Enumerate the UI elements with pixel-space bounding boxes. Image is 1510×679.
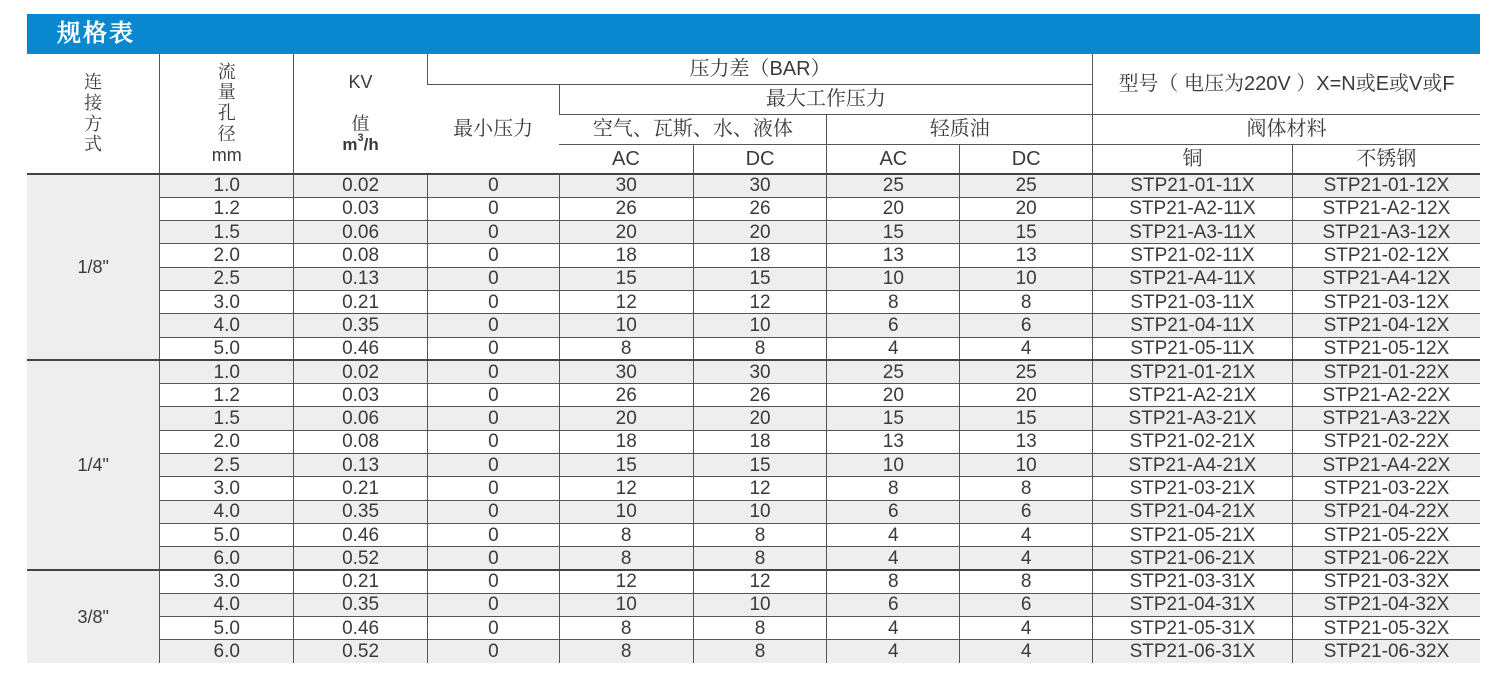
orifice-cell: 1.2 (160, 197, 294, 220)
oil-ac-cell: 6 (827, 314, 960, 337)
air-dc-cell: 30 (693, 174, 827, 197)
orifice-cell: 5.0 (160, 337, 294, 360)
air-dc-cell: 10 (693, 593, 827, 616)
air-dc-cell: 8 (693, 523, 827, 546)
air-ac-cell: 8 (559, 337, 693, 360)
copper-model-cell: STP21-04-11X (1093, 314, 1293, 337)
orifice-cell: 2.5 (160, 267, 294, 290)
air-ac-cell: 18 (559, 430, 693, 453)
stainless-model-cell: STP21-05-22X (1292, 523, 1480, 546)
min-pressure-cell: 0 (427, 477, 559, 500)
air-ac-cell: 20 (559, 407, 693, 430)
kv-cell: 0.02 (294, 360, 428, 383)
kv-cell: 0.52 (294, 640, 428, 663)
spec-sheet (27, 14, 1480, 663)
kv-cell: 0.35 (294, 593, 428, 616)
orifice-cell: 6.0 (160, 640, 294, 663)
kv-cell: 0.52 (294, 547, 428, 570)
table-row (27, 384, 1480, 407)
air-ac-cell: 12 (559, 570, 693, 593)
kv-unit: $m^3/h$ (342, 132, 379, 155)
air-dc-cell: 15 (693, 267, 827, 290)
max-work-pressure-header: 最大工作压力 (559, 84, 1092, 114)
oil-ac-cell: 10 (827, 267, 960, 290)
min-pressure-cell: 0 (427, 360, 559, 383)
air-dc-cell: 26 (693, 197, 827, 220)
table-row (27, 290, 1480, 313)
air-dc-cell: 26 (693, 384, 827, 407)
orifice-cell: 3.0 (160, 290, 294, 313)
table-row (27, 267, 1480, 290)
model-header: 型号（ 电压为220V ）X=N或E或V或F (1093, 54, 1480, 114)
air-dc-cell: 8 (693, 547, 827, 570)
oil-ac-cell: 6 (827, 593, 960, 616)
orifice-char: 孔 (217, 103, 236, 124)
air-dc-cell: 10 (693, 314, 827, 337)
stainless-model-cell: STP21-03-12X (1292, 290, 1480, 313)
oil-dc-cell: 8 (960, 290, 1093, 313)
page-title: 规格表 (27, 14, 1480, 54)
air-ac-cell: 20 (559, 221, 693, 244)
min-pressure-cell: 0 (427, 430, 559, 453)
connection-cell: 3/8" (27, 570, 160, 663)
stainless-model-cell: STP21-04-12X (1292, 314, 1480, 337)
kv-cell: 0.35 (294, 500, 428, 523)
air-ac-cell: 10 (559, 500, 693, 523)
kv-cell: 0.08 (294, 430, 428, 453)
min-pressure-cell: 0 (427, 197, 559, 220)
copper-model-cell: STP21-A4-21X (1093, 454, 1293, 477)
oil-dc-cell: 25 (960, 174, 1093, 197)
stainless-model-cell: STP21-01-12X (1292, 174, 1480, 197)
air-dc-cell: 30 (693, 360, 827, 383)
min-pressure-cell: 0 (427, 407, 559, 430)
min-pressure-cell: 0 (427, 454, 559, 477)
oil-dc-cell: 6 (960, 593, 1093, 616)
copper-model-cell: STP21-03-11X (1093, 290, 1293, 313)
kv-cell: 0.13 (294, 267, 428, 290)
air-ac-header: AC (559, 144, 693, 174)
air-ac-cell: 18 (559, 244, 693, 267)
stainless-model-cell: STP21-04-22X (1292, 500, 1480, 523)
air-ac-cell: 12 (559, 290, 693, 313)
air-dc-cell: 8 (693, 640, 827, 663)
orifice-char: 流 (217, 61, 236, 82)
table-header (27, 54, 1480, 174)
oil-dc-header: DC (960, 144, 1093, 174)
kv-cell: 0.13 (294, 454, 428, 477)
kv-cell: 0.46 (294, 617, 428, 640)
air-ac-cell: 30 (559, 360, 693, 383)
oil-dc-cell: 4 (960, 337, 1093, 360)
table-row (27, 407, 1480, 430)
body-material-header: 阀体材料 (1093, 114, 1480, 144)
min-pressure-cell: 0 (427, 547, 559, 570)
air-ac-cell: 12 (559, 477, 693, 500)
kv-cell: 0.02 (294, 174, 428, 197)
oil-dc-cell: 4 (960, 523, 1093, 546)
min-pressure-cell: 0 (427, 267, 559, 290)
kv-cell: 0.08 (294, 244, 428, 267)
orifice-cell: 1.5 (160, 407, 294, 430)
orifice-char: 量 (217, 82, 236, 103)
orifice-cell: 5.0 (160, 617, 294, 640)
orifice-cell: 4.0 (160, 593, 294, 616)
stainless-model-cell: STP21-A4-12X (1292, 267, 1480, 290)
copper-model-cell: STP21-A3-21X (1093, 407, 1293, 430)
air-ac-cell: 8 (559, 617, 693, 640)
min-pressure-cell: 0 (427, 221, 559, 244)
orifice-cell: 2.0 (160, 430, 294, 453)
oil-dc-cell: 8 (960, 570, 1093, 593)
oil-dc-cell: 4 (960, 617, 1093, 640)
oil-ac-cell: 8 (827, 570, 960, 593)
air-ac-cell: 15 (559, 454, 693, 477)
kv-cell: 0.21 (294, 477, 428, 500)
kv-sub-label: 值 (351, 113, 370, 134)
air-dc-cell: 10 (693, 500, 827, 523)
min-pressure-cell: 0 (427, 174, 559, 197)
air-ac-cell: 10 (559, 314, 693, 337)
air-dc-cell: 12 (693, 477, 827, 500)
air-dc-cell: 20 (693, 221, 827, 244)
connection-char: 方 (84, 113, 103, 134)
stainless-model-cell: STP21-02-22X (1292, 430, 1480, 453)
kv-cell: 0.46 (294, 337, 428, 360)
oil-dc-cell: 13 (960, 430, 1093, 453)
orifice-cell: 3.0 (160, 570, 294, 593)
stainless-header: 不锈钢 (1292, 144, 1480, 174)
table-row (27, 454, 1480, 477)
kv-label: KV (348, 72, 373, 93)
media-oil-header: 轻质油 (827, 114, 1093, 144)
air-ac-cell: 26 (559, 197, 693, 220)
stainless-model-cell: STP21-05-32X (1292, 617, 1480, 640)
air-dc-cell: 8 (693, 617, 827, 640)
orifice-cell: 6.0 (160, 547, 294, 570)
air-ac-cell: 10 (559, 593, 693, 616)
table-row (27, 593, 1480, 616)
copper-model-cell: STP21-02-21X (1093, 430, 1293, 453)
copper-model-cell: STP21-A2-11X (1093, 197, 1293, 220)
min-pressure-cell: 0 (427, 500, 559, 523)
orifice-cell: 4.0 (160, 500, 294, 523)
kv-cell: 0.06 (294, 407, 428, 430)
stainless-model-cell: STP21-05-12X (1292, 337, 1480, 360)
connection-cell: 1/4" (27, 360, 160, 570)
copper-model-cell: STP21-04-31X (1093, 593, 1293, 616)
table-body (27, 174, 1480, 663)
oil-ac-cell: 8 (827, 477, 960, 500)
table-row (27, 197, 1480, 220)
connection-cell: 1/8" (27, 174, 160, 360)
kv-cell: 0.21 (294, 290, 428, 313)
kv-cell: 0.35 (294, 314, 428, 337)
orifice-cell: 5.0 (160, 523, 294, 546)
oil-ac-cell: 13 (827, 430, 960, 453)
orifice-cell: 1.5 (160, 221, 294, 244)
copper-model-cell: STP21-04-21X (1093, 500, 1293, 523)
oil-ac-cell: 4 (827, 547, 960, 570)
min-pressure-header: 最小压力 (427, 84, 559, 174)
stainless-model-cell: STP21-A2-22X (1292, 384, 1480, 407)
orifice-cell: 2.0 (160, 244, 294, 267)
table-row (27, 617, 1480, 640)
air-dc-cell: 8 (693, 337, 827, 360)
stainless-model-cell: STP21-02-12X (1292, 244, 1480, 267)
copper-model-cell: STP21-02-11X (1093, 244, 1293, 267)
media-air-header: 空气、瓦斯、水、液体 (559, 114, 827, 144)
air-dc-cell: 15 (693, 454, 827, 477)
stainless-model-cell: STP21-A3-12X (1292, 221, 1480, 244)
oil-ac-cell: 10 (827, 454, 960, 477)
orifice-cell: 1.2 (160, 384, 294, 407)
oil-dc-cell: 20 (960, 384, 1093, 407)
oil-ac-cell: 4 (827, 640, 960, 663)
stainless-model-cell: STP21-04-32X (1292, 593, 1480, 616)
oil-dc-cell: 13 (960, 244, 1093, 267)
kv-cell: 0.21 (294, 570, 428, 593)
oil-dc-cell: 4 (960, 640, 1093, 663)
copper-model-cell: STP21-A4-11X (1093, 267, 1293, 290)
min-pressure-cell: 0 (427, 337, 559, 360)
connection-char: 接 (84, 92, 103, 113)
table-row (27, 500, 1480, 523)
oil-ac-cell: 15 (827, 221, 960, 244)
air-ac-cell: 26 (559, 384, 693, 407)
kv-cell: 0.03 (294, 197, 428, 220)
copper-model-cell: STP21-06-21X (1093, 547, 1293, 570)
air-dc-cell: 12 (693, 570, 827, 593)
orifice-unit: mm (211, 144, 242, 165)
copper-model-cell: STP21-05-31X (1093, 617, 1293, 640)
air-ac-cell: 8 (559, 547, 693, 570)
copper-model-cell: STP21-A2-21X (1093, 384, 1293, 407)
oil-dc-cell: 10 (960, 267, 1093, 290)
oil-ac-cell: 4 (827, 337, 960, 360)
copper-model-cell: STP21-05-21X (1093, 523, 1293, 546)
oil-dc-cell: 15 (960, 407, 1093, 430)
orifice-cell: 3.0 (160, 477, 294, 500)
air-dc-cell: 18 (693, 244, 827, 267)
oil-ac-cell: 15 (827, 407, 960, 430)
stainless-model-cell: STP21-01-22X (1292, 360, 1480, 383)
oil-ac-cell: 4 (827, 523, 960, 546)
table-row (27, 314, 1480, 337)
orifice-cell: 1.0 (160, 174, 294, 197)
air-ac-cell: 8 (559, 640, 693, 663)
connection-char: 连 (84, 72, 103, 93)
copper-model-cell: STP21-05-11X (1093, 337, 1293, 360)
orifice-header (160, 54, 294, 174)
stainless-model-cell: STP21-A4-22X (1292, 454, 1480, 477)
stainless-model-cell: STP21-A3-22X (1292, 407, 1480, 430)
min-pressure-cell: 0 (427, 593, 559, 616)
oil-ac-cell: 25 (827, 174, 960, 197)
min-pressure-cell: 0 (427, 523, 559, 546)
min-pressure-cell: 0 (427, 617, 559, 640)
spec-table (27, 54, 1480, 663)
air-dc-cell: 20 (693, 407, 827, 430)
min-pressure-cell: 0 (427, 244, 559, 267)
air-ac-cell: 30 (559, 174, 693, 197)
table-row (27, 640, 1480, 663)
table-row (27, 430, 1480, 453)
stainless-model-cell: STP21-A2-12X (1292, 197, 1480, 220)
air-dc-cell: 12 (693, 290, 827, 313)
table-row (27, 244, 1480, 267)
stainless-model-cell: STP21-03-22X (1292, 477, 1480, 500)
air-ac-cell: 8 (559, 523, 693, 546)
kv-cell: 0.03 (294, 384, 428, 407)
table-row (27, 523, 1480, 546)
oil-dc-cell: 8 (960, 477, 1093, 500)
stainless-model-cell: STP21-03-32X (1292, 570, 1480, 593)
oil-dc-cell: 15 (960, 221, 1093, 244)
copper-model-cell: STP21-03-21X (1093, 477, 1293, 500)
orifice-cell: 4.0 (160, 314, 294, 337)
table-row (27, 337, 1480, 360)
kv-cell: 0.46 (294, 523, 428, 546)
oil-dc-cell: 20 (960, 197, 1093, 220)
orifice-cell: 1.0 (160, 360, 294, 383)
min-pressure-cell: 0 (427, 640, 559, 663)
oil-dc-cell: 25 (960, 360, 1093, 383)
oil-dc-cell: 6 (960, 500, 1093, 523)
copper-model-cell: STP21-01-11X (1093, 174, 1293, 197)
table-row (27, 547, 1480, 570)
table-row (27, 221, 1480, 244)
min-pressure-cell: 0 (427, 570, 559, 593)
kv-header (294, 54, 428, 174)
copper-model-cell: STP21-01-21X (1093, 360, 1293, 383)
oil-ac-cell: 8 (827, 290, 960, 313)
table-row (27, 477, 1480, 500)
oil-dc-cell: 10 (960, 454, 1093, 477)
min-pressure-cell: 0 (427, 314, 559, 337)
oil-ac-cell: 13 (827, 244, 960, 267)
stainless-model-cell: STP21-06-22X (1292, 547, 1480, 570)
oil-ac-cell: 25 (827, 360, 960, 383)
min-pressure-cell: 0 (427, 384, 559, 407)
connection-char: 式 (84, 134, 103, 155)
air-dc-cell: 18 (693, 430, 827, 453)
oil-dc-cell: 6 (960, 314, 1093, 337)
air-dc-header: DC (693, 144, 827, 174)
orifice-cell: 2.5 (160, 454, 294, 477)
orifice-char: 径 (217, 123, 236, 144)
connection-header (27, 54, 160, 174)
oil-ac-cell: 20 (827, 384, 960, 407)
stainless-model-cell: STP21-06-32X (1292, 640, 1480, 663)
oil-dc-cell: 4 (960, 547, 1093, 570)
copper-model-cell: STP21-A3-11X (1093, 221, 1293, 244)
oil-ac-cell: 6 (827, 500, 960, 523)
table-row (27, 570, 1480, 593)
kv-cell: 0.06 (294, 221, 428, 244)
copper-model-cell: STP21-03-31X (1093, 570, 1293, 593)
copper-header: 铜 (1093, 144, 1293, 174)
oil-ac-cell: 20 (827, 197, 960, 220)
table-row (27, 174, 1480, 197)
copper-model-cell: STP21-06-31X (1093, 640, 1293, 663)
pressure-diff-header: 压力差（BAR） (427, 54, 1092, 84)
air-ac-cell: 15 (559, 267, 693, 290)
table-row (27, 360, 1480, 383)
oil-ac-header: AC (827, 144, 960, 174)
oil-ac-cell: 4 (827, 617, 960, 640)
min-pressure-cell: 0 (427, 290, 559, 313)
